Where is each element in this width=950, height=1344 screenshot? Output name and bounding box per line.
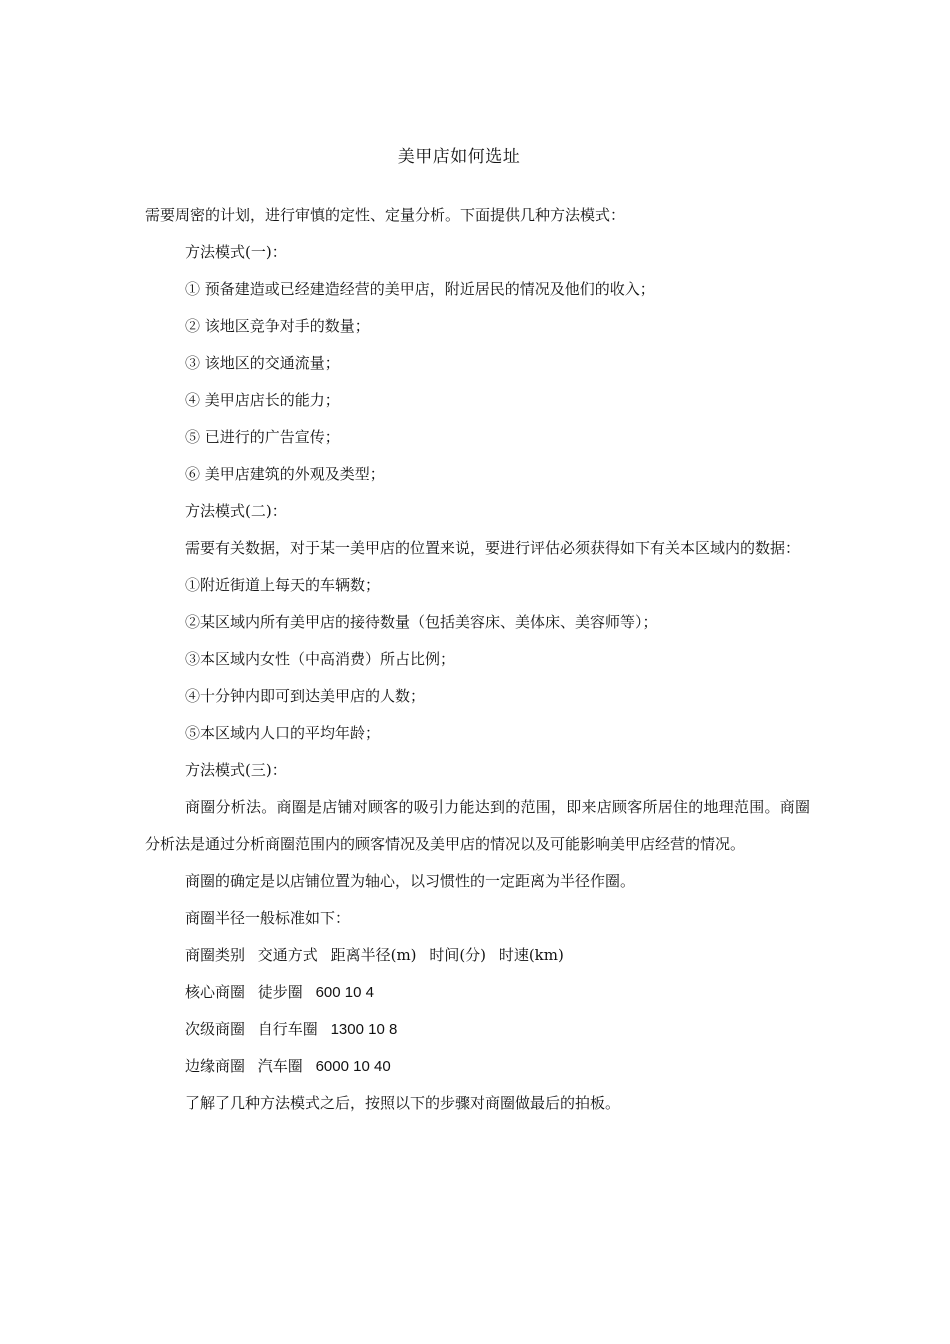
document-body — [145, 197, 810, 1122]
radius-row-1-transport: 徒步圈 — [257, 983, 303, 1001]
radius-row-3-transport: 汽车圈 — [257, 1057, 303, 1075]
mode2-paragraph: 需要有关数据，对于某一美甲店的位置来说，要进行评估必须获得如下有关本区域内的数据： — [185, 539, 801, 557]
closing-paragraph: 了解了几种方法模式之后，按照以下的步骤对商圈做最后的拍板。 — [185, 1094, 621, 1112]
radius-header-transport: 交通方式 — [257, 946, 318, 964]
mode3-paragraph-3: 商圈半径一般标准如下： — [185, 909, 351, 927]
document-title: 美甲店如何选址 — [397, 147, 521, 167]
mode2-item-5: ⑤本区域内人口的平均年龄； — [185, 724, 381, 742]
mode1-item-2: ② 该地区竞争对手的数量； — [185, 317, 370, 335]
mode2-item-1: ①附近街道上每天的车辆数； — [185, 576, 381, 594]
radius-row-3-values: 6000 10 40 — [315, 1058, 391, 1075]
radius-row-1-values: 600 10 4 — [315, 984, 374, 1001]
radius-header-distance: 距离半径(m) — [330, 946, 417, 964]
mode3-heading: 方法模式(三)： — [185, 761, 287, 779]
radius-row-2-transport: 自行车圈 — [257, 1020, 318, 1038]
radius-table-row — [145, 974, 810, 1011]
mode3-paragraph-1: 商圈分析法。商圈是店铺对顾客的吸引力能达到的范围，即来店顾客所居住的地理范围。商圈分析法是通过分析商圈范围内的顾客情况及美甲店的情况以及可能影响美甲店经营的情况。 — [145, 798, 810, 853]
intro-paragraph: 需要周密的计划，进行审慎的定性、定量分析。下面提供几种方法模式： — [145, 206, 626, 224]
radius-row-2-values: 1300 10 8 — [330, 1021, 398, 1038]
radius-table-header — [145, 937, 810, 974]
radius-table-row — [145, 1011, 810, 1048]
mode1-heading: 方法模式(一)： — [185, 243, 287, 261]
mode2-heading: 方法模式(二)： — [185, 502, 287, 520]
mode2-item-2: ②某区域内所有美甲店的接待数量（包括美容床、美体床、美容师等）； — [185, 613, 658, 631]
radius-row-3-category: 边缘商圈 — [185, 1057, 246, 1075]
mode1-item-5: ⑤ 已进行的广告宣传； — [185, 428, 340, 446]
radius-header-speed: 时速(km) — [498, 946, 564, 964]
mode1-item-3: ③ 该地区的交通流量； — [185, 354, 340, 372]
mode3-paragraph-2: 商圈的确定是以店铺位置为轴心，以习惯性的一定距离为半径作圈。 — [185, 872, 636, 890]
radius-header-time: 时间(分) — [429, 946, 487, 964]
radius-row-2-category: 次级商圈 — [185, 1020, 246, 1038]
mode2-item-4: ④十分钟内即可到达美甲店的人数； — [185, 687, 426, 705]
radius-row-1-category: 核心商圈 — [185, 983, 246, 1001]
mode1-item-4: ④ 美甲店店长的能力； — [185, 391, 340, 409]
mode1-item-6: ⑥ 美甲店建筑的外观及类型； — [185, 465, 385, 483]
radius-header-category: 商圈类别 — [185, 946, 246, 964]
mode1-item-1: ① 预备建造或已经建造经营的美甲店，附近居民的情况及他们的收入； — [185, 280, 655, 298]
mode2-item-3: ③本区域内女性（中高消费）所占比例； — [185, 650, 456, 668]
radius-table-row — [145, 1048, 810, 1085]
